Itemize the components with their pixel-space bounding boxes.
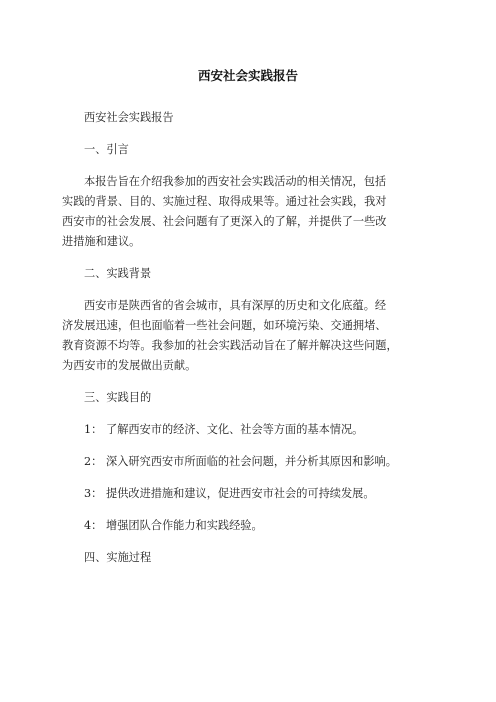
section-heading-intro: 一、引言 (84, 143, 129, 156)
section-heading-purpose: 三、实践目的 (84, 391, 152, 404)
paragraph-line: 教育资源不均等。我参加的社会实践活动旨在了解并解决这些问题， (62, 339, 398, 352)
paragraph-line: 进措施和建议。 (62, 235, 141, 248)
list-number: 3： (84, 487, 103, 500)
list-text: 提供改进措施和建议，促进西安市社会的可持续发展。 (106, 487, 375, 500)
paragraph-line: 西安市的社会发展、社会问题有了更深入的了解，并提供了一些改 (62, 215, 387, 228)
list-item (62, 420, 442, 440)
paragraph-line: 西安市是陕西省的省会城市，具有深厚的历史和文化底蕴。经 (84, 299, 387, 312)
list-number: 1： (84, 423, 103, 436)
section-heading-process: 四、实施过程 (84, 551, 152, 564)
paragraph-line: 本报告旨在介绍我参加的西安社会实践活动的相关情况，包括 (84, 175, 387, 188)
list-text: 了解西安市的经济、文化、社会等方面的基本情况。 (106, 423, 364, 436)
list-item (62, 452, 442, 472)
list-item (62, 484, 442, 504)
list-number: 4： (84, 519, 103, 532)
paragraph-background (62, 296, 442, 376)
list-item (62, 516, 442, 536)
paragraph-line: 济发展迅速，但也面临着一些社会问题，如环境污染、交通拥堵、 (62, 319, 387, 332)
document-title: 西安社会实践报告 (197, 68, 298, 83)
list-text: 增强团队合作能力和实践经验。 (106, 519, 263, 532)
document-subtitle: 西安社会实践报告 (84, 111, 174, 124)
list-number: 2： (84, 455, 103, 468)
list-text: 深入研究西安市所面临的社会问题，并分析其原因和影响。 (106, 455, 397, 468)
paragraph-line: 实践的背景、目的、实施过程、取得成果等。通过社会实践，我对 (62, 195, 387, 208)
section-heading-background: 二、实践背景 (84, 267, 152, 280)
document-body (62, 108, 442, 580)
paragraph-line: 为西安市的发展做出贡献。 (62, 359, 197, 372)
paragraph-intro (62, 172, 442, 252)
